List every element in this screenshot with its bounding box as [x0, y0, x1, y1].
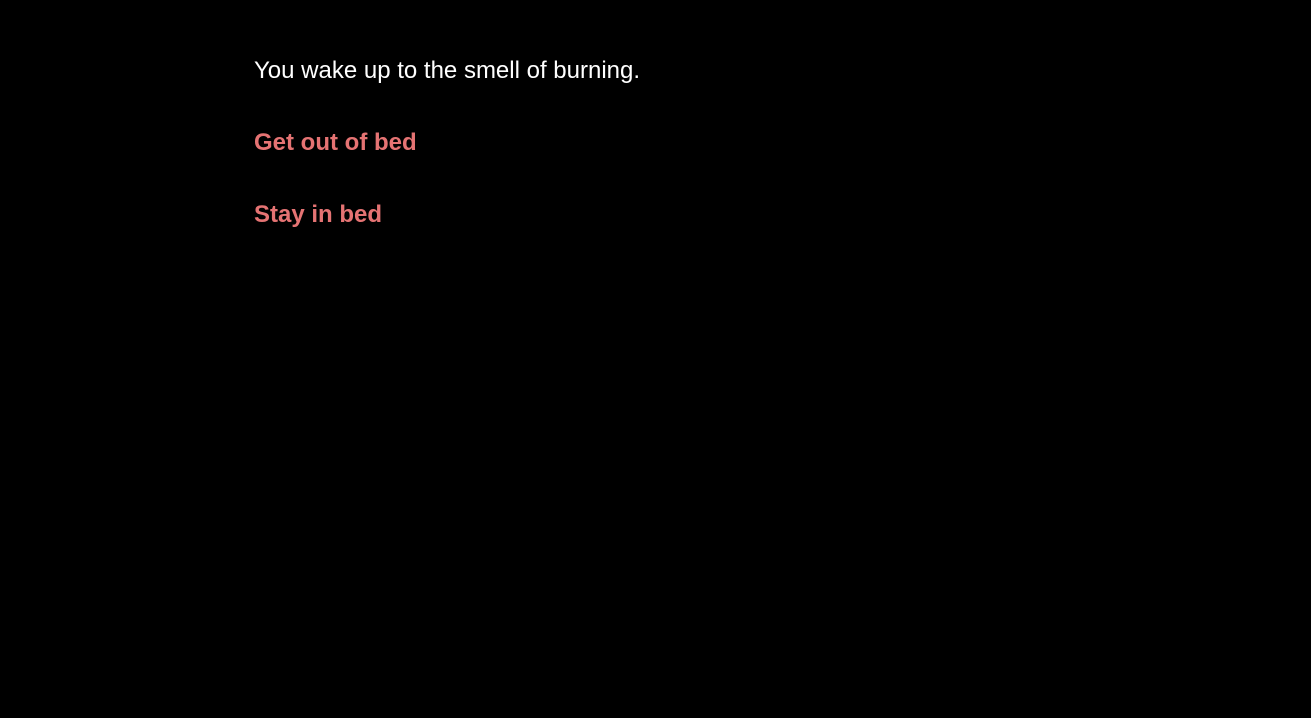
story-passage	[0, 0, 1311, 233]
choice-link-get-out-of-bed[interactable]: Get out of bed	[254, 129, 417, 156]
choice-link-stay-in-bed[interactable]: Stay in bed	[254, 201, 383, 228]
passage-text: You wake up to the smell of burning.	[254, 57, 641, 84]
